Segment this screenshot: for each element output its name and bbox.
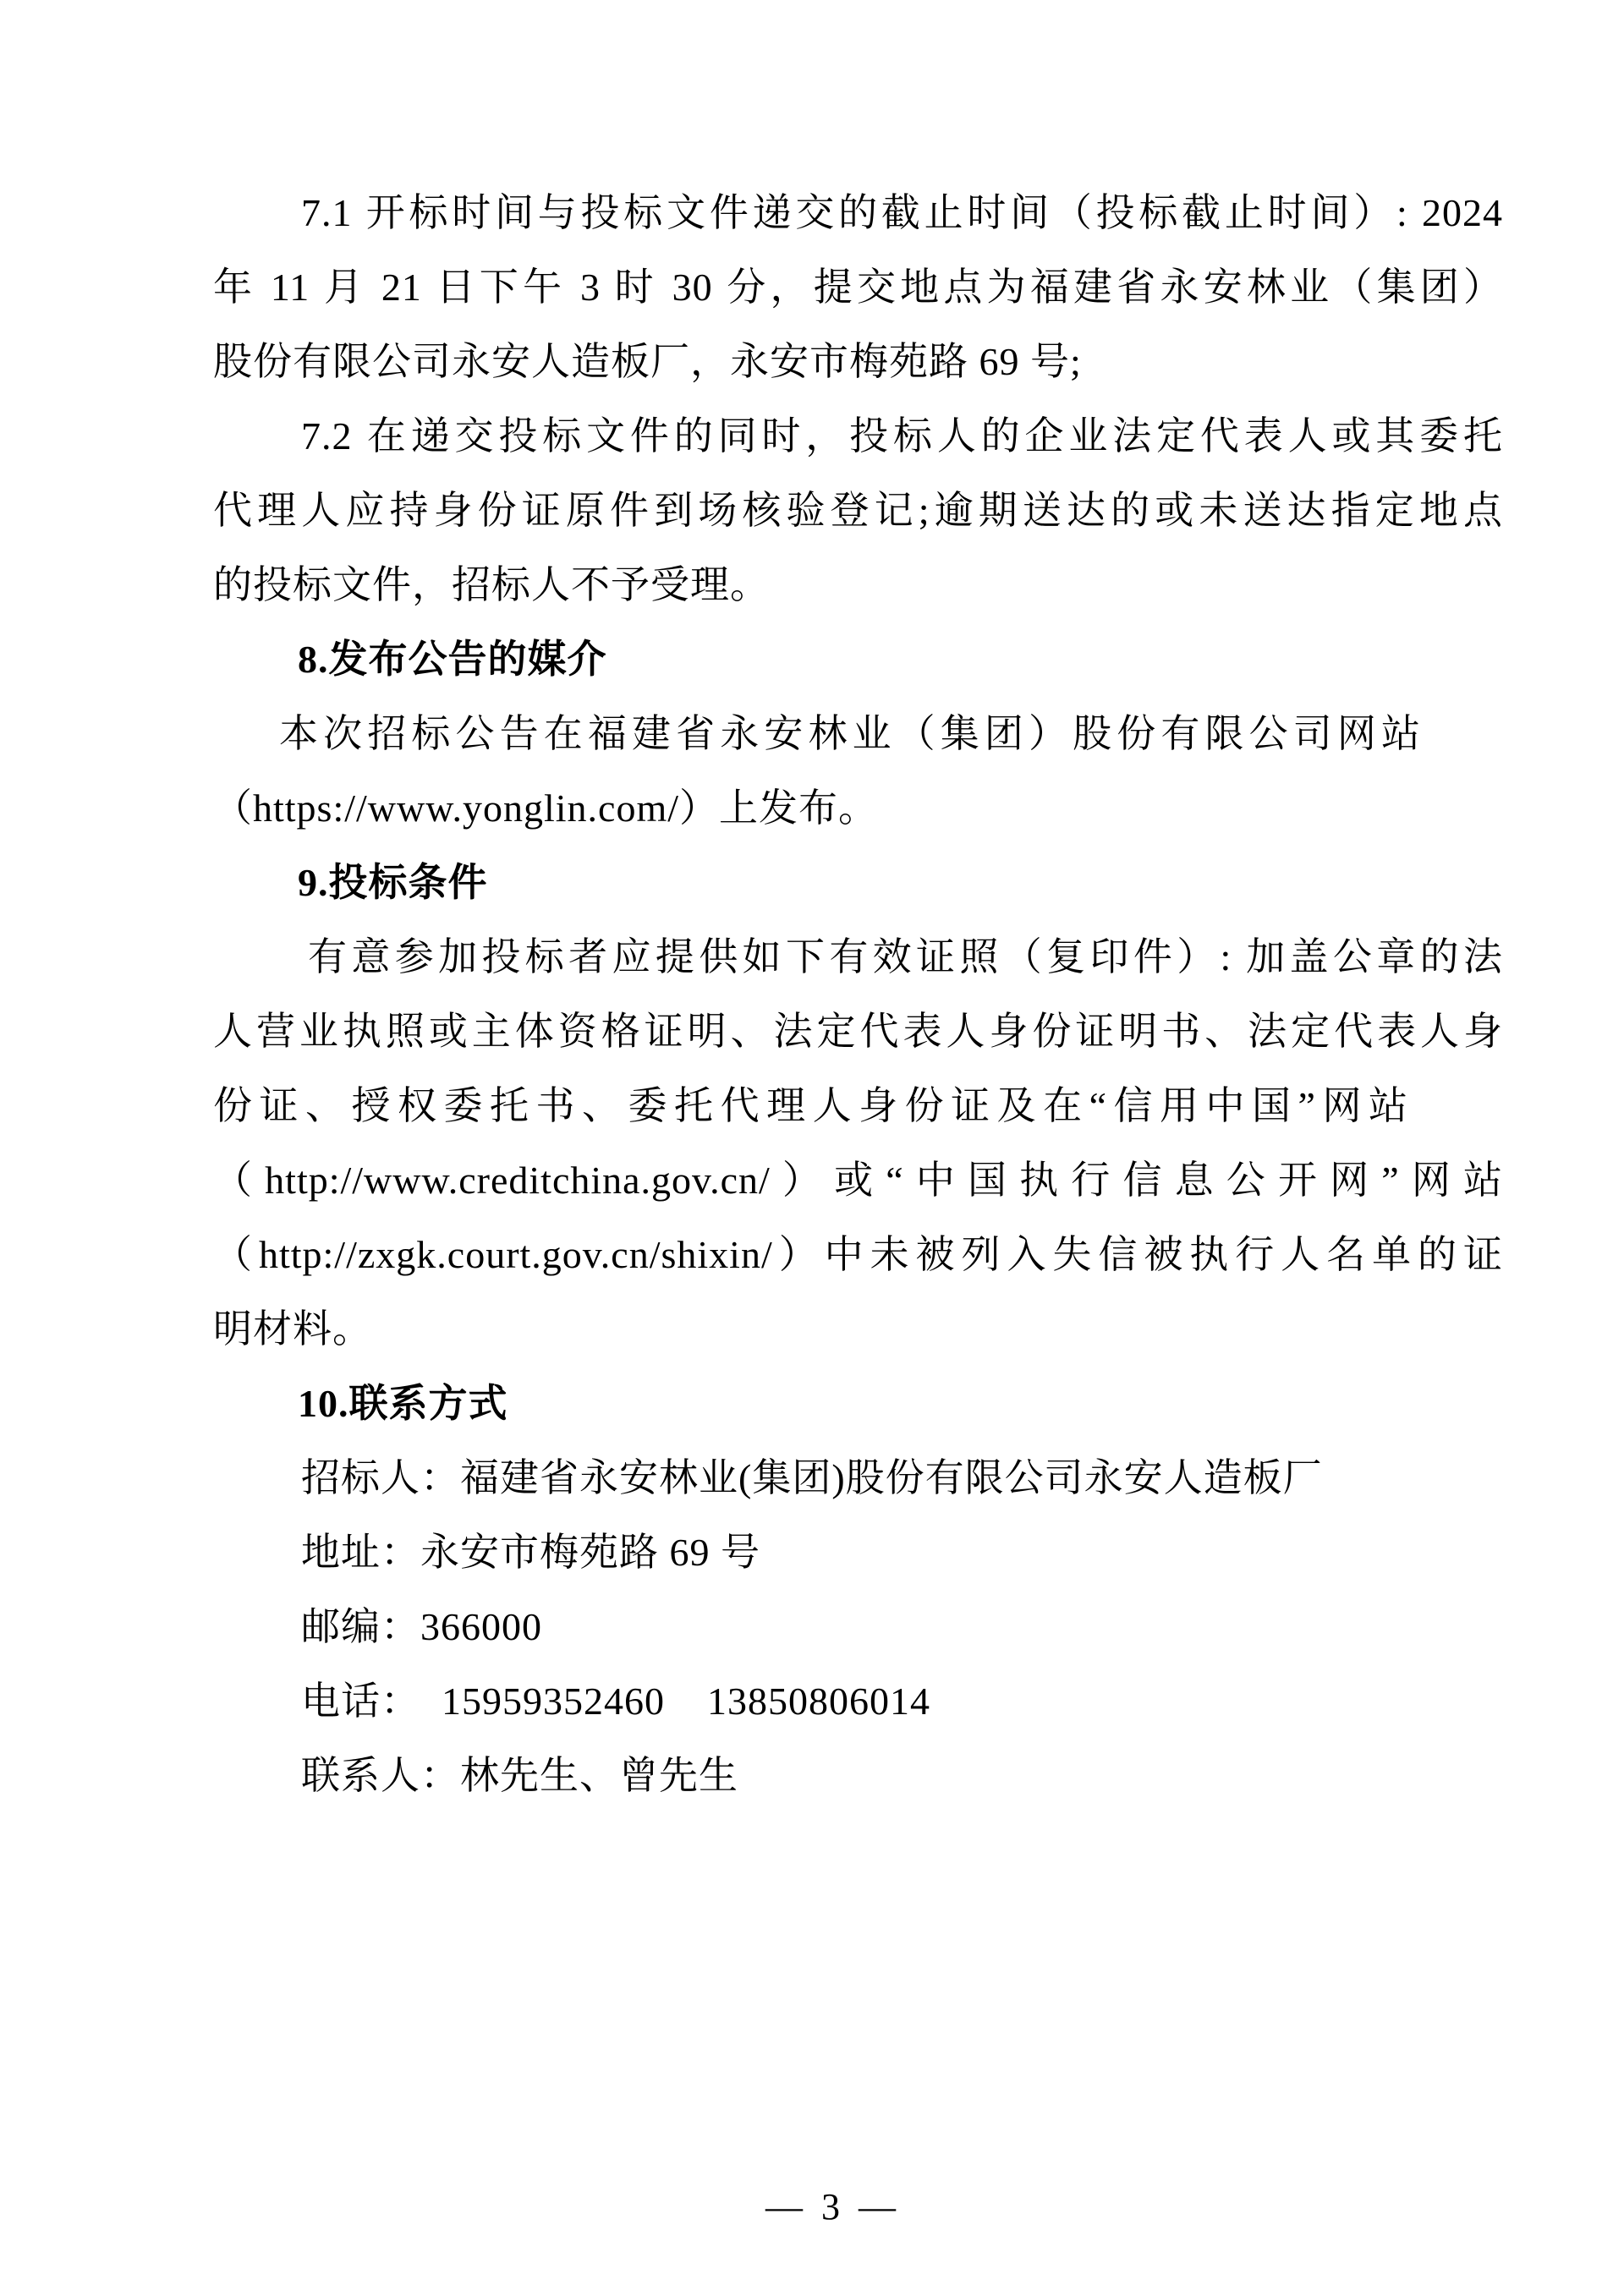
section-8 (213, 622, 1503, 846)
contact-postcode-line: 邮编：366000 (301, 1605, 542, 1648)
creditchina-url-line: （http://www.creditchina.gov.cn/）或“中国执行信息公开网”网站 (213, 1159, 1503, 1202)
text-column (213, 176, 1503, 1813)
clause-7-2-line-3: 的投标文件，招标人不予受理。 (213, 563, 770, 606)
zxgk-url-line: （http://zxgk.court.gov.cn/shixin/）中未被列入失信被执行人名单的证 (213, 1233, 1503, 1276)
section-9-body-line-6: 明材料。 (213, 1307, 372, 1351)
section-7-1 (213, 176, 1503, 399)
page-footer (0, 2141, 1624, 2273)
section-9-body-line-3: 份证、授权委托书、委托代理人身份证及在“信用中国”网站 (213, 1084, 1408, 1127)
clause-7-1-line-1: 7.1 开标时间与投标文件递交的截止时间（投标截止时间）: 2024 (301, 191, 1503, 234)
contact-address-line: 地址：永安市梅苑路 69 号 (301, 1531, 760, 1574)
contact-tenderer-line: 招标人：福建省永安林业(集团)股份有限公司永安人造板厂 (301, 1456, 1323, 1499)
section-9 (213, 846, 1503, 1367)
heading-9-bid-conditions: 9.投标条件 (298, 861, 488, 904)
contact-phone-line: 电话： 15959352460 13850806014 (301, 1680, 930, 1723)
clause-7-2-line-1: 7.2 在递交投标文件的同时，投标人的企业法定代表人或其委托 (301, 414, 1503, 458)
clause-7-1-line-3: 股份有限公司永安人造板厂，永安市梅苑路 69 号; (213, 340, 1082, 383)
section-8-body-line-1: 本次招标公告在福建省永安林业（集团）股份有限公司网站 (279, 712, 1421, 755)
clause-7-2-line-2: 代理人应持身份证原件到场核验登记;逾期送达的或未送达指定地点 (213, 489, 1503, 532)
section-10 (213, 1367, 1503, 1813)
heading-10-contact: 10.联系方式 (298, 1382, 508, 1425)
section-9-body-line-1: 有意参加投标者应提供如下有效证照（复印件）: 加盖公章的法 (308, 935, 1503, 978)
heading-8-media: 8.发布公告的媒介 (298, 638, 607, 681)
clause-7-1-line-2: 年 11 月 21 日下午 3 时 30 分，提交地点为福建省永安林业（集团） (213, 266, 1503, 309)
page-number: — 3 — (765, 2186, 896, 2228)
contact-person-line: 联系人：林先生、曾先生 (301, 1754, 738, 1797)
yonglin-url-line: （https://www.yonglin.com/）上发布。 (213, 786, 879, 830)
section-9-body-line-2: 人营业执照或主体资格证明、法定代表人身份证明书、法定代表人身 (213, 1010, 1503, 1053)
section-7-2 (213, 399, 1503, 622)
